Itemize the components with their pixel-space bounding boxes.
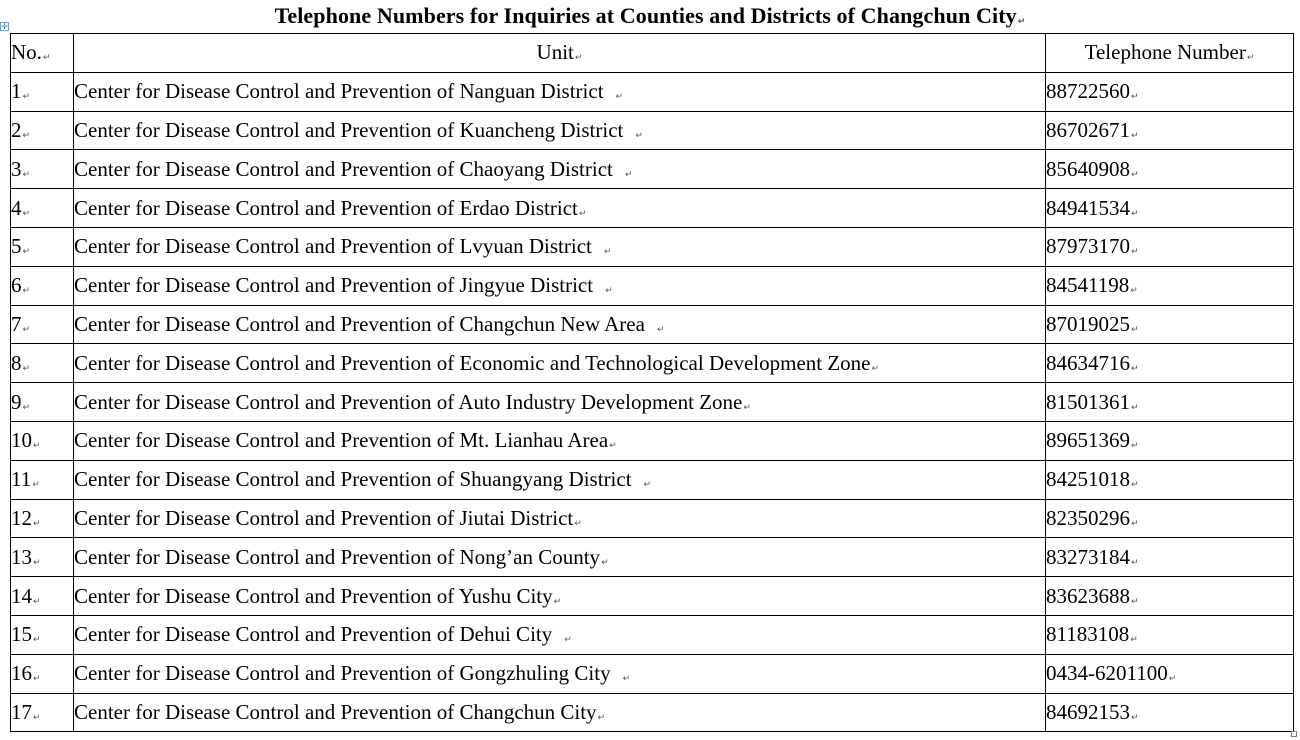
paragraph-mark-icon: ↵: [635, 130, 643, 141]
unit-text: Center for Disease Control and Prevention of Jingyue District: [74, 273, 594, 298]
paragraph-mark-icon: ↵: [22, 130, 31, 141]
paragraph-mark-icon: ↵: [574, 53, 583, 64]
table-row: [11, 305, 1294, 344]
row-number-cell[interactable]: [11, 460, 74, 499]
unit-text: Center for Disease Control and Prevention of Erdao District: [74, 195, 578, 220]
telephone-text: 85640908: [1046, 156, 1130, 181]
paragraph-mark-icon: ↵: [33, 635, 41, 646]
table-row: [11, 460, 1294, 499]
paragraph-mark-icon: ↵: [22, 402, 31, 413]
row-number-cell[interactable]: [11, 693, 74, 732]
paragraph-mark-icon: ↵: [33, 712, 41, 723]
document-title[interactable]: [0, 2, 1300, 36]
table-row: [11, 383, 1294, 422]
paragraph-mark-icon: ↵: [1131, 169, 1139, 180]
paragraph-mark-icon: ↵: [597, 712, 606, 723]
paragraph-mark-icon: ↵: [643, 480, 652, 491]
unit-text: Center for Disease Control and Prevention of Yushu City: [74, 583, 553, 608]
row-number-cell[interactable]: [11, 499, 74, 538]
row-number-text: 6: [11, 273, 22, 298]
row-number-text: 14: [11, 583, 32, 608]
header-no-label: No.: [11, 40, 42, 65]
telephone-text: 82350296: [1046, 505, 1130, 530]
header-no[interactable]: [11, 34, 74, 73]
unit-cell[interactable]: [74, 421, 1046, 460]
row-number-text: 2: [11, 117, 22, 142]
paragraph-mark-icon: ↵: [22, 324, 31, 335]
table-row: [11, 111, 1294, 150]
paragraph-mark-icon: ↵: [615, 92, 624, 103]
unit-text: Center for Disease Control and Prevention of Nong’an County: [74, 544, 601, 569]
row-number-text: 3: [11, 156, 22, 181]
paragraph-mark-icon: ↵: [22, 169, 31, 180]
row-number-text: 11: [11, 467, 32, 492]
unit-cell[interactable]: [74, 344, 1046, 383]
unit-cell[interactable]: [74, 305, 1046, 344]
table-row: [11, 615, 1294, 654]
unit-cell[interactable]: [74, 150, 1046, 189]
table-row: [11, 421, 1294, 460]
table-row: [11, 189, 1294, 228]
paragraph-mark-icon: ↵: [22, 92, 31, 103]
unit-text: Center for Disease Control and Prevention of Chaoyang District: [74, 156, 613, 181]
table-body: [11, 72, 1294, 732]
unit-text: Center for Disease Control and Prevention of Kuancheng District: [74, 117, 624, 142]
paragraph-mark-icon: ↵: [605, 286, 613, 297]
paragraph-mark-icon: ↵: [578, 208, 587, 219]
table-header-row: [11, 34, 1294, 73]
telephone-text: 89651369: [1046, 428, 1130, 453]
unit-cell[interactable]: [74, 266, 1046, 305]
table-row: [11, 266, 1294, 305]
unit-text: Center for Disease Control and Prevention of Jiutai District: [74, 505, 574, 530]
paragraph-mark-icon: ↵: [609, 441, 617, 452]
row-number-text: 5: [11, 234, 22, 259]
table-row: [11, 72, 1294, 111]
paragraph-mark-icon: ↵: [1131, 208, 1139, 219]
row-number-cell[interactable]: [11, 189, 74, 228]
paragraph-mark-icon: ↵: [1131, 441, 1139, 452]
telephone-cell[interactable]: [1046, 577, 1294, 616]
row-number-cell[interactable]: [11, 111, 74, 150]
telephone-text: 0434-6201100: [1046, 661, 1168, 686]
paragraph-mark-icon: ↵: [1017, 17, 1026, 27]
paragraph-mark-icon: ↵: [33, 596, 41, 607]
telephone-text: 83623688: [1046, 583, 1130, 608]
row-number-text: 1: [11, 79, 22, 104]
row-number-text: 10: [11, 428, 32, 453]
paragraph-mark-icon: ↵: [553, 596, 562, 607]
unit-cell[interactable]: [74, 538, 1046, 577]
row-number-text: 16: [11, 661, 32, 686]
header-unit-label: Unit: [536, 40, 574, 65]
header-telephone-label: Telephone Number: [1084, 40, 1246, 65]
paragraph-mark-icon: ↵: [1131, 247, 1139, 258]
unit-text: Center for Disease Control and Prevention of Shuangyang District: [74, 467, 632, 492]
header-unit[interactable]: [74, 34, 1046, 73]
telephone-cell[interactable]: [1046, 421, 1294, 460]
unit-text: Center for Disease Control and Prevention of Dehui City: [74, 622, 553, 647]
telephone-cell[interactable]: [1046, 344, 1294, 383]
row-number-text: 15: [11, 622, 32, 647]
paragraph-mark-icon: ↵: [656, 324, 665, 335]
unit-text: Center for Disease Control and Prevention of Lvyuan District: [74, 234, 592, 259]
row-number-cell[interactable]: [11, 305, 74, 344]
telephone-cell[interactable]: [1046, 693, 1294, 732]
paragraph-mark-icon: ↵: [33, 441, 41, 452]
row-number-cell[interactable]: [11, 344, 74, 383]
paragraph-mark-icon: ↵: [33, 518, 41, 529]
row-number-cell[interactable]: [11, 421, 74, 460]
unit-cell[interactable]: [74, 111, 1046, 150]
unit-text: Center for Disease Control and Prevention of Changchun New Area: [74, 311, 645, 336]
document-title-text: Telephone Numbers for Inquiries at Counties and Districts of Changchun City: [274, 3, 1017, 28]
row-number-cell[interactable]: [11, 72, 74, 111]
paragraph-mark-icon: ↵: [1131, 92, 1139, 103]
telephone-cell[interactable]: [1046, 227, 1294, 266]
telephone-text: 84251018: [1046, 467, 1130, 492]
paragraph-mark-icon: ↵: [1131, 130, 1139, 141]
telephone-cell[interactable]: [1046, 654, 1294, 693]
table-resize-handle[interactable]: [1291, 731, 1297, 737]
unit-cell[interactable]: [74, 227, 1046, 266]
row-number-cell[interactable]: [11, 227, 74, 266]
unit-cell[interactable]: [74, 615, 1046, 654]
row-number-text: 4: [11, 195, 22, 220]
telephone-cell[interactable]: [1046, 383, 1294, 422]
row-number-cell[interactable]: [11, 266, 74, 305]
paragraph-mark-icon: ↵: [33, 557, 41, 568]
telephone-cell[interactable]: [1046, 305, 1294, 344]
paragraph-mark-icon: ↵: [1168, 674, 1177, 685]
table-row: [11, 538, 1294, 577]
row-number-cell[interactable]: [11, 538, 74, 577]
paragraph-mark-icon: ↵: [1131, 402, 1139, 413]
unit-cell[interactable]: [74, 460, 1046, 499]
paragraph-mark-icon: ↵: [574, 518, 582, 529]
table-row: [11, 227, 1294, 266]
telephone-text: 83273184: [1046, 544, 1130, 569]
paragraph-mark-icon: ↵: [22, 286, 31, 297]
phone-table: [10, 33, 1294, 732]
paragraph-mark-icon: ↵: [32, 480, 40, 491]
unit-text: Center for Disease Control and Prevention of Auto Industry Development Zone: [74, 389, 743, 414]
paragraph-mark-icon: ↵: [1130, 286, 1138, 297]
paragraph-mark-icon: ↵: [1131, 712, 1139, 723]
table-row: [11, 150, 1294, 189]
paragraph-mark-icon: ↵: [564, 635, 572, 646]
telephone-text: 81183108: [1046, 622, 1130, 647]
paragraph-mark-icon: ↵: [1131, 480, 1139, 491]
telephone-cell[interactable]: [1046, 72, 1294, 111]
paragraph-mark-icon: ↵: [1131, 596, 1139, 607]
telephone-text: 87019025: [1046, 311, 1130, 336]
row-number-cell[interactable]: [11, 577, 74, 616]
telephone-cell[interactable]: [1046, 460, 1294, 499]
paragraph-mark-icon: ↵: [42, 53, 51, 64]
row-number-cell[interactable]: [11, 150, 74, 189]
table-row: [11, 499, 1294, 538]
unit-cell[interactable]: [74, 72, 1046, 111]
paragraph-mark-icon: ↵: [601, 557, 609, 568]
paragraph-mark-icon: ↵: [22, 363, 31, 374]
telephone-cell[interactable]: [1046, 111, 1294, 150]
unit-text: Center for Disease Control and Prevention of Economic and Technological Development Zone: [74, 350, 871, 375]
telephone-cell[interactable]: [1046, 538, 1294, 577]
telephone-text: 81501361: [1046, 389, 1130, 414]
telephone-cell[interactable]: [1046, 189, 1294, 228]
paragraph-mark-icon: ↵: [1130, 635, 1138, 646]
row-number-text: 7: [11, 311, 22, 336]
table-row: [11, 654, 1294, 693]
header-telephone[interactable]: [1046, 34, 1294, 73]
paragraph-mark-icon: ↵: [1131, 363, 1139, 374]
paragraph-mark-icon: ↵: [1131, 557, 1139, 568]
telephone-text: 84941534: [1046, 195, 1130, 220]
row-number-cell[interactable]: [11, 615, 74, 654]
unit-text: Center for Disease Control and Prevention of Changchun City: [74, 699, 597, 724]
paragraph-mark-icon: ↵: [1131, 324, 1139, 335]
paragraph-mark-icon: ↵: [622, 674, 631, 685]
paragraph-mark-icon: ↵: [33, 674, 41, 685]
unit-cell[interactable]: [74, 693, 1046, 732]
table-row: [11, 693, 1294, 732]
telephone-text: 88722560: [1046, 79, 1130, 104]
unit-cell[interactable]: [74, 654, 1046, 693]
paragraph-mark-icon: ↵: [743, 402, 751, 413]
row-number-text: 8: [11, 350, 22, 375]
telephone-text: 86702671: [1046, 117, 1130, 142]
telephone-cell[interactable]: [1046, 266, 1294, 305]
unit-text: Center for Disease Control and Prevention of Gongzhuling City: [74, 661, 611, 686]
unit-cell[interactable]: [74, 499, 1046, 538]
telephone-text: 84634716: [1046, 350, 1130, 375]
row-number-text: 12: [11, 505, 32, 530]
row-number-cell[interactable]: [11, 654, 74, 693]
paragraph-mark-icon: ↵: [624, 169, 633, 180]
telephone-text: 84692153: [1046, 699, 1130, 724]
row-number-text: 13: [11, 544, 32, 569]
table-move-handle-icon[interactable]: ✛: [1, 22, 8, 31]
paragraph-mark-icon: ↵: [603, 247, 612, 258]
paragraph-mark-icon: ↵: [1246, 53, 1255, 64]
row-number-cell[interactable]: [11, 383, 74, 422]
unit-cell[interactable]: [74, 577, 1046, 616]
telephone-text: 84541198: [1046, 273, 1130, 298]
row-number-text: 9: [11, 389, 22, 414]
paragraph-mark-icon: ↵: [22, 208, 31, 219]
telephone-cell[interactable]: [1046, 499, 1294, 538]
table-row: [11, 577, 1294, 616]
paragraph-mark-icon: ↵: [22, 247, 31, 258]
paragraph-mark-icon: ↵: [1131, 518, 1139, 529]
telephone-cell[interactable]: [1046, 150, 1294, 189]
unit-text: Center for Disease Control and Prevention of Nanguan District: [74, 79, 604, 104]
table-row: [11, 344, 1294, 383]
telephone-text: 87973170: [1046, 234, 1130, 259]
unit-text: Center for Disease Control and Prevention of Mt. Lianhau Area: [74, 428, 609, 453]
unit-cell[interactable]: [74, 383, 1046, 422]
unit-cell[interactable]: [74, 189, 1046, 228]
telephone-cell[interactable]: [1046, 615, 1294, 654]
paragraph-mark-icon: ↵: [871, 363, 880, 374]
row-number-text: 17: [11, 699, 32, 724]
